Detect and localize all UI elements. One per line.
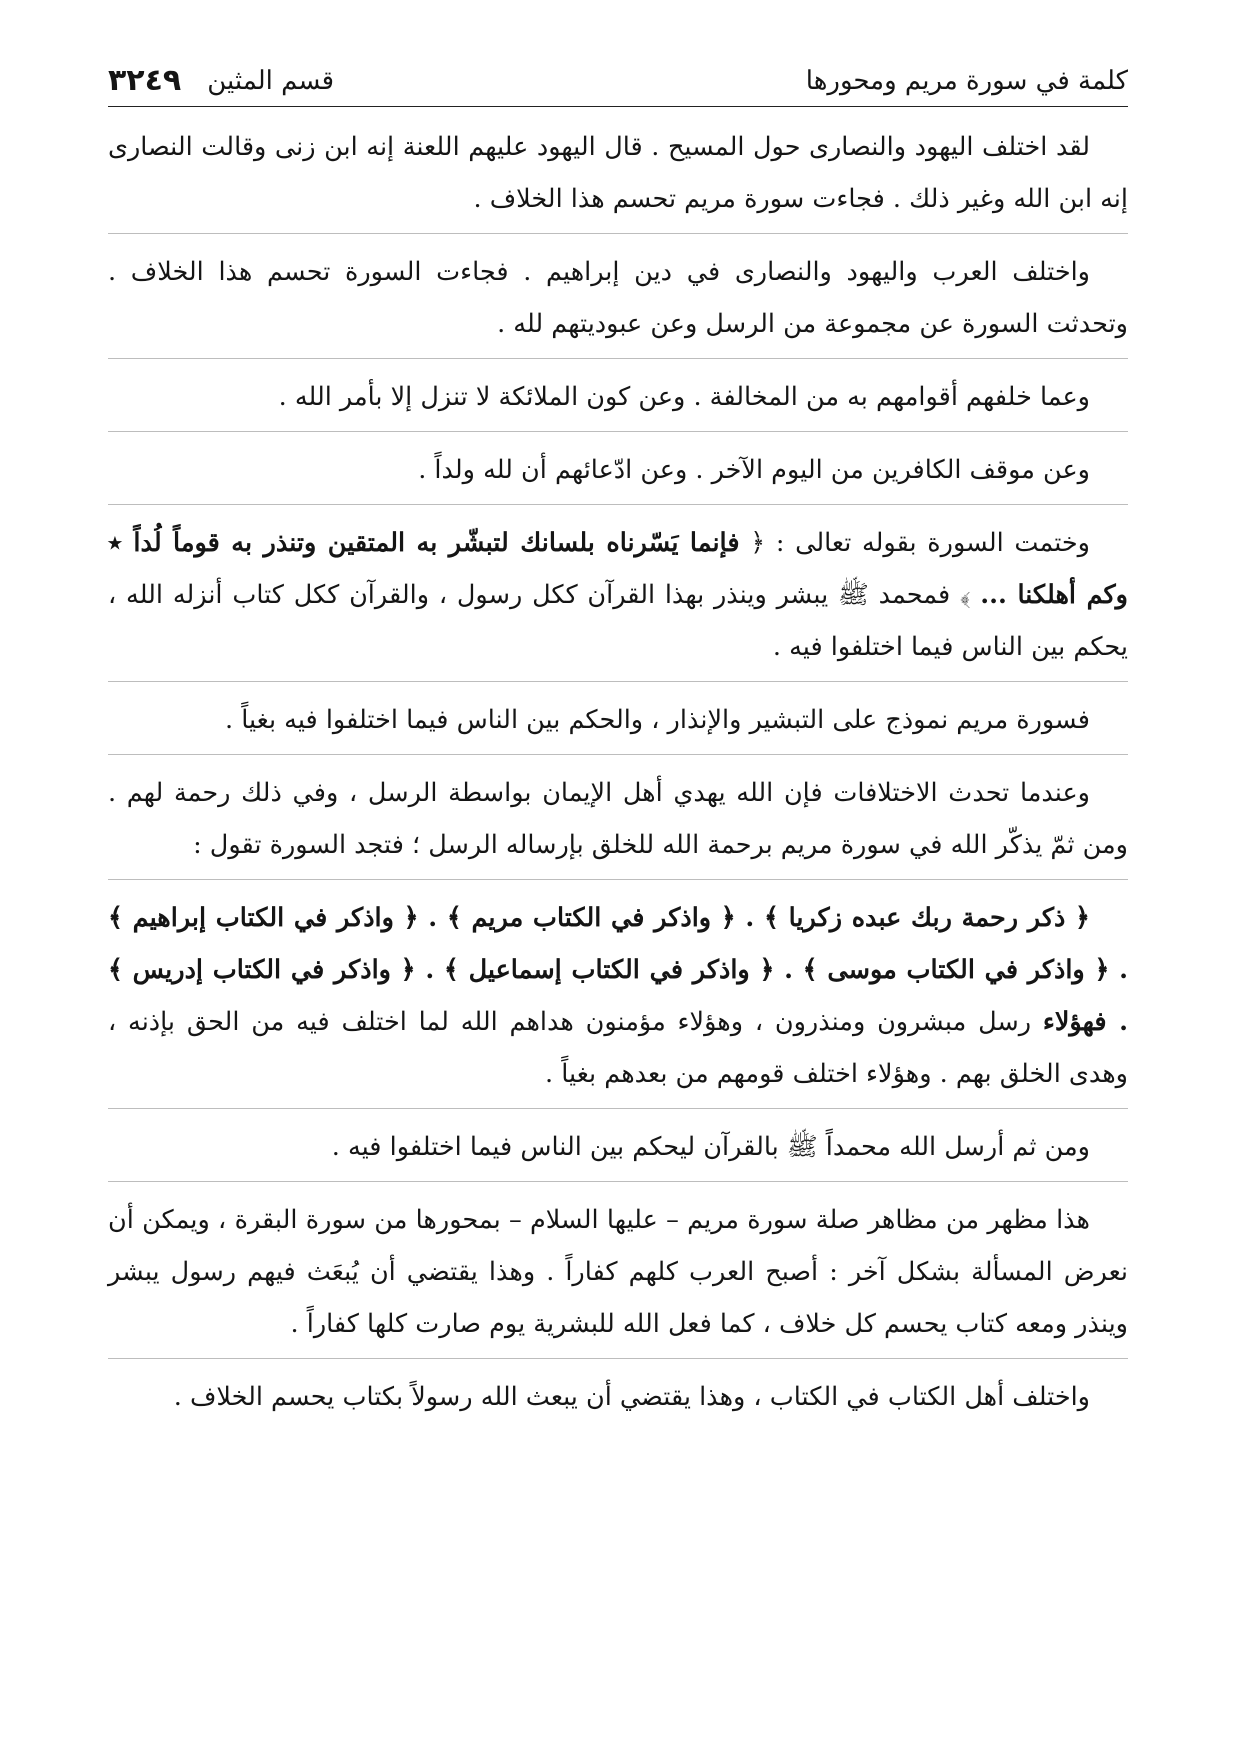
paragraph-separator bbox=[108, 879, 1128, 880]
paragraph-text: هذا مظهر من مظاهر صلة سورة مريم – عليها السلام – بمحورها من سورة البقرة ، ويمكن أن نعرض المسألة بشكل آخر : أصبح العرب كلهم كفاراً . وهذا يقتضي أن يُبعَث فيهم رسول يبشر وينذر ومعه كتاب يحسم كل خلاف ، كما فعل الله للبشرية يوم صارت كلها كفاراً . bbox=[108, 1205, 1128, 1339]
paragraph-text: واختلف أهل الكتاب في الكتاب ، وهذا يقتضي أن يبعث الله رسولاً بكتاب يحسم الخلاف . bbox=[173, 1382, 1090, 1412]
paragraph bbox=[108, 1194, 1128, 1350]
paragraph bbox=[108, 517, 1128, 673]
paragraph-separator bbox=[108, 754, 1128, 755]
paragraph-separator bbox=[108, 1108, 1128, 1109]
paragraph-text: لقد اختلف اليهود والنصارى حول المسيح . قال اليهود عليهم اللعنة إنه ابن زنى وقالت النصارى إنه ابن الله وغير ذلك . فجاءت سورة مريم تحسم هذا الخلاف . bbox=[108, 132, 1128, 214]
bold-quote-text: فإنما يَسّرناه بلسانك لتبشّر به المتقين وتنذر به قوماً لُداً ٭ وكم أهلكنا ... bbox=[108, 528, 1128, 610]
paragraph bbox=[108, 694, 1128, 746]
paragraph-text: وعما خلفهم أقوامهم به من المخالفة . وعن كون الملائكة لا تنزل إلا بأمر الله . bbox=[278, 382, 1090, 412]
paragraph bbox=[108, 444, 1128, 496]
header-left-group bbox=[108, 62, 334, 100]
paragraph-text: رسل مبشرون ومنذرون ، وهؤلاء مؤمنون هداهم الله لما اختلف فيه من الحق بإذنه ، وهدى الخلق بهم . وهؤلاء اختلف قومهم من بعدهم بغياً . bbox=[108, 1007, 1128, 1089]
header-title: كلمة في سورة مريم ومحورها bbox=[805, 66, 1128, 96]
paragraph bbox=[108, 246, 1128, 350]
paragraph-text: ومن ثم أرسل الله محمداً ﷺ بالقرآن ليحكم بين الناس فيما اختلفوا فيه . bbox=[331, 1132, 1090, 1162]
paragraph-separator bbox=[108, 681, 1128, 682]
running-header bbox=[108, 62, 1128, 107]
body-text bbox=[108, 121, 1128, 1423]
paragraph-separator bbox=[108, 1358, 1128, 1359]
paragraph bbox=[108, 121, 1128, 225]
paragraph-text: وعندما تحدث الاختلافات فإن الله يهدي أهل الإيمان بواسطة الرسل ، وفي ذلك رحمة لهم . ومن ثمّ يذكّر الله في سورة مريم برحمة الله للخلق بإرساله الرسل ؛ فتجد السورة تقول : bbox=[108, 778, 1128, 860]
paragraph bbox=[108, 767, 1128, 871]
paragraph bbox=[108, 892, 1128, 1100]
paragraph-text: وعن موقف الكافرين من اليوم الآخر . وعن ادّعائهم أن لله ولداً . bbox=[418, 455, 1090, 485]
header-section: قسم المثين bbox=[207, 66, 335, 96]
paragraph bbox=[108, 1371, 1128, 1423]
paragraph-separator bbox=[108, 358, 1128, 359]
paragraph bbox=[108, 371, 1128, 423]
paragraph-text: واختلف العرب واليهود والنصارى في دين إبراهيم . فجاءت السورة تحسم هذا الخلاف . وتحدثت السورة عن مجموعة من الرسل وعن عبوديتهم لله . bbox=[108, 257, 1128, 339]
paragraph-separator bbox=[108, 1181, 1128, 1182]
bold-quote-text: ﴿ ذكر رحمة ربك عبده زكريا ﴾ . ﴿ واذكر في الكتاب مريم ﴾ . ﴿ واذكر في الكتاب إبراهيم ﴾ . ﴿ واذكر في الكتاب موسى ﴾ . ﴿ واذكر في الكتاب إسماعيل ﴾ . ﴿ واذكر في الكتاب إدريس ﴾ . فهؤلاء bbox=[108, 903, 1128, 1037]
paragraph-text: ﴾ فمحمد ﷺ يبشر وينذر بهذا القرآن ككل رسول ، والقرآن ككل كتاب أنزله الله ، يحكم بين الناس فيما اختلفوا فيه . bbox=[108, 580, 1128, 662]
paragraph-text: وختمت السورة بقوله تعالى : ﴿ bbox=[739, 528, 1090, 558]
paragraph-separator bbox=[108, 233, 1128, 234]
paragraph-text: فسورة مريم نموذج على التبشير والإنذار ، والحكم بين الناس فيما اختلفوا فيه بغياً . bbox=[224, 705, 1090, 735]
paragraph-separator bbox=[108, 431, 1128, 432]
paragraph bbox=[108, 1121, 1128, 1173]
page-number: ٣٢٤٩ bbox=[108, 63, 182, 98]
paragraph-separator bbox=[108, 504, 1128, 505]
